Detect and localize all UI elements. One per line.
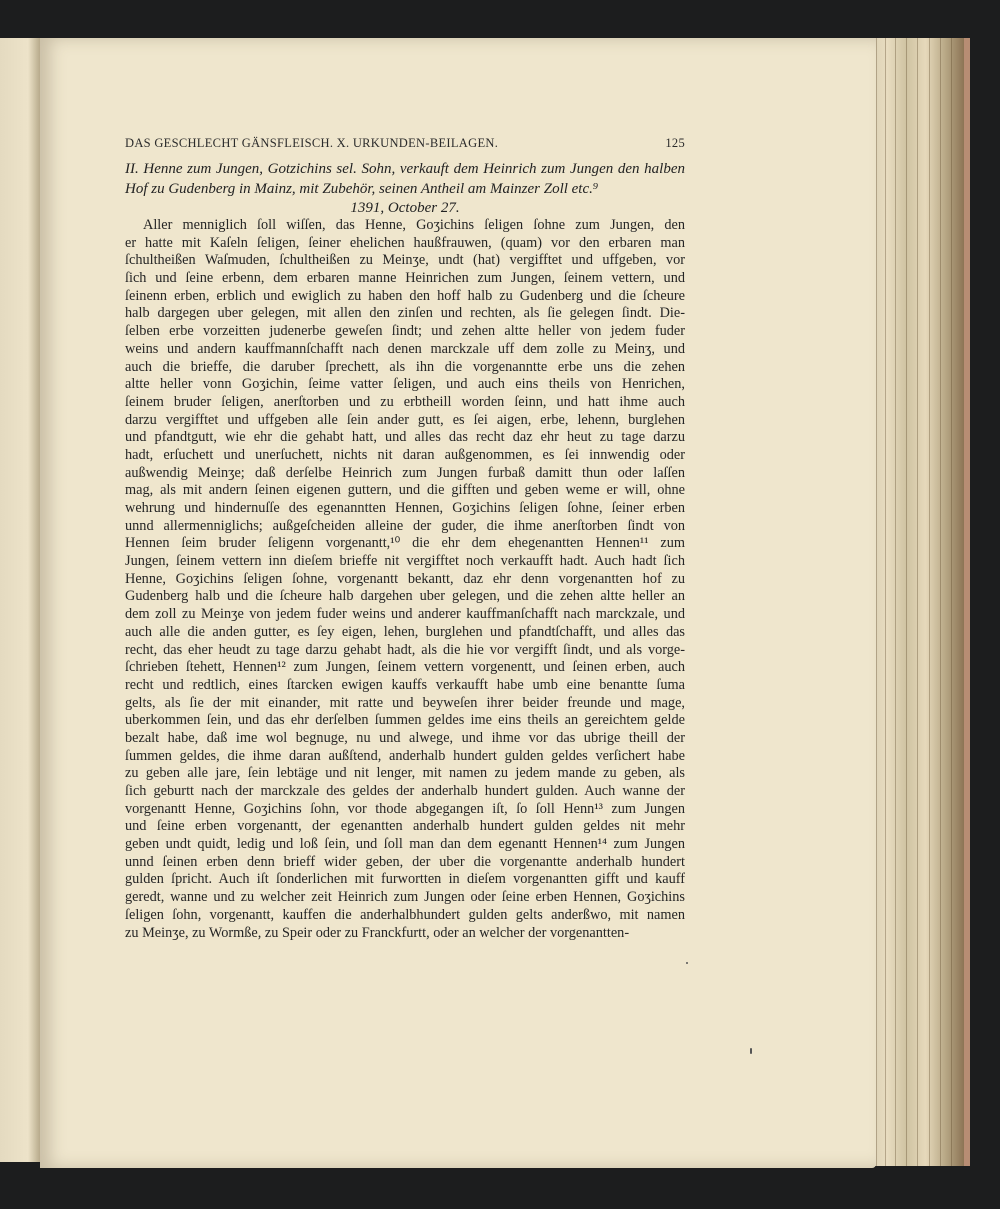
text-line: gelts, als ſie der mit einander, mit ratte und beyweſen ihrer beider freunde und mage, <box>125 694 685 711</box>
running-head-title: DAS GESCHLECHT GÄNSFLEISCH. X. URKUNDEN-BEILAGEN. <box>125 136 499 150</box>
page-number: 125 <box>665 136 685 150</box>
text-line: ſich und ſeine erbenn, dem erbaren manne Heinrichen zum Jungen, ſeinem vettern, und <box>125 270 685 287</box>
text-line: Aller menniglich ſoll wiſſen, das Henne, Goʒichins ſeligen ſohne zum Jungen, den <box>143 217 685 233</box>
text-line: ſummen geldes, die ihme daran außſtend, anderhalb hundert gulden geldes verſichert habe <box>125 747 685 764</box>
text-line: zu Meinʒe, zu Wormße, zu Speir oder zu Franckfurtt, oder an welcher der vorgenantten- <box>125 924 630 941</box>
text-line: Hennen ſeim bruder ſeligenn vorgenantt,¹⁰ die ehr dem ehegenantten Hennen¹¹ zum <box>125 535 685 552</box>
text-line: geben undt quidt, ledig und loß ſein, und ſoll man dan dem egenantt Hennen¹⁴ zum Jungen <box>125 836 685 853</box>
heading-text: II. Henne zum Jungen, Gotzichins sel. Sohn, verkauft dem Heinrich zum Jungen den halben Hof zu Gudenberg in Mainz, mit Zubehör, seinen Antheil am Mainzer Zoll etc.⁹ <box>125 161 685 197</box>
text-line: uberkommen ſein, und das ehr derſelben ſummen geldes ime eins theils an gereichtem gelde <box>125 712 685 729</box>
text-line: darzu vergifftet und uffgeben alle ſein ander gutt, es ſei aigen, erbe, lehenn, burglehen <box>125 411 685 428</box>
text-line: er hatte mit Kaſeln ſeligen, ſeiner ehelichen haußfrauwen, (quam) vor den erbaren man <box>125 234 685 251</box>
text-line: geredt, wanne und zu welcher zeit Heinrich zum Jungen oder ſeine erben Hennen, Goʒichins <box>125 889 685 906</box>
text-line: ſeligen ſohn, vorgenantt, kauffen die anderhalbhundert gulden gelts anderßwo, mit namen <box>125 906 685 923</box>
text-line: ſelben erbe vorzeitten judenerbe geweſen ſindt; und zehen altte heller von jedem fuder <box>125 323 685 340</box>
text-line: außwendig Meinʒe; daß derſelbe Heinrich zum Jungen furbaß damitt thun oder laſſen <box>125 464 685 481</box>
text-line: altte heller vonn Goʒichin, ſeime vatter ſeligen, und auch eins theils von Henrichen, <box>125 376 685 393</box>
text-line: wehrung und hindernuſſe des egenanntten Hennen, Goʒichins ſeligen ſohne, ſeiner erben <box>125 500 685 516</box>
document-body <box>125 217 685 942</box>
text-line: zu geben alle jare, ſein lebtäge und nit lenger, mit namen zu jedem mande zu geben, als <box>125 765 685 782</box>
text-line: auch die brieffe, die daruber ſprechett, als ihn die vorgenanntte erbe uns die zehen <box>125 358 685 375</box>
text-line: ſchultheißen Waſmuden, ſchultheißen zu Meinʒe, undt (hat) vergifftet und uffgeben, vor <box>125 252 685 269</box>
text-line: und ſeine erben vorgenantt, der egenantten anderhalb hundert gulden geldes nit mehr <box>125 818 685 835</box>
text-line: ſeinem bruder ſeligen, anerſtorben und zu erbtheill worden ſeinn, und hatt ihme auch <box>125 393 685 410</box>
text-line: und pfandtgutt, wie ehr die gehabt hatt, und alles das recht daz ehr heut zu tage darzu <box>125 429 685 446</box>
text-line: Gudenberg halb und die ſcheure halb dargehen uber gelegen, und die zehen altte heller an <box>125 588 685 605</box>
paper-speck <box>750 1048 752 1054</box>
text-line: hadt, erſuchett und unerſuchett, nichts nit daran außgenommen, es ſei innwendig oder <box>125 446 685 463</box>
text-line: bezalt habe, daß ime wol begnuge, nu und alwege, und ihme vor das ubrige theill der <box>125 729 685 746</box>
text-line: ſeinenn erben, erblich und ewiglich zu haben den hoff halb zu Gudenberg und die ſcheure <box>125 287 685 304</box>
text-line: vorgenantt Henne, Goʒichins ſohn, vor thode abgegangen iſt, ſo ſoll Henn¹³ zum Jungen <box>125 800 685 817</box>
text-line: dem zoll zu Meinʒe von jedem fuder weins und anderer kauffmanſchafft nach marckzale, und <box>125 606 685 623</box>
text-line: Jungen, ſeinem vettern inn dieſem brieffe nit vergifftet noch verkaufft hadt. Auch hadt ſich <box>125 553 685 570</box>
text-line: auch alle die anden gutter, es ſey eigen, lehen, burglehen und pfandtſchafft, und alles das <box>125 623 685 640</box>
text-line: gulden ſpricht. Auch iſt ſonderlichen mit furwortten in dieſem vorgenantten gifft und kauff <box>125 871 685 888</box>
paper-speck <box>686 962 688 964</box>
text-line: Henne, Goʒichins ſeligen ſohne, vorgenantt bekantt, daz ehr denn vorgenantten hof zu <box>125 570 685 587</box>
text-line: recht, das eher heudt zu tage darzu gehabt hadt, als die hie vor vergifft ſindt, und als vorge- <box>125 641 685 658</box>
left-page-edge <box>0 38 40 1162</box>
text-line: ſchrieben ſtehett, Hennen¹² zum Jungen, ſeinem vettern vorgenentt, und ſeinen erben, auch <box>125 659 685 676</box>
text-line: mag, als mit andern ſeinen eigenen guttern, und die gifften und geben weme er will, ohne <box>125 482 685 499</box>
document-date: 1391, October 27. <box>350 200 460 216</box>
text-line: halb dargegen uber gelegen, mit allen den zinſen und rechten, als ſie gelegen ſindt. Die- <box>125 305 685 322</box>
text-line: weins und andern kauffmannſchafft nach denen marckzale uff dem zolle zu Meinʒ, und <box>125 340 685 357</box>
text-line: unnd allermenniglichs; außgeſcheiden alleine der guder, die ihme anerſtorben ſindt von <box>125 517 685 534</box>
text-line: recht und redtlich, eines ſtarcken ewigen kauffs verkaufft habe umb eine benantte ſuma <box>125 676 685 693</box>
text-line: ſich geburtt nach der marckzale des geldes der anderhalb hundert gulden. Auch wanne der <box>125 783 685 799</box>
page-stack-edge <box>868 38 970 1166</box>
document-heading <box>125 160 685 219</box>
text-line: unnd ſeinen erben denn brieff wider geben, der uber die vorgenantte anderhalb hundert <box>125 853 685 870</box>
